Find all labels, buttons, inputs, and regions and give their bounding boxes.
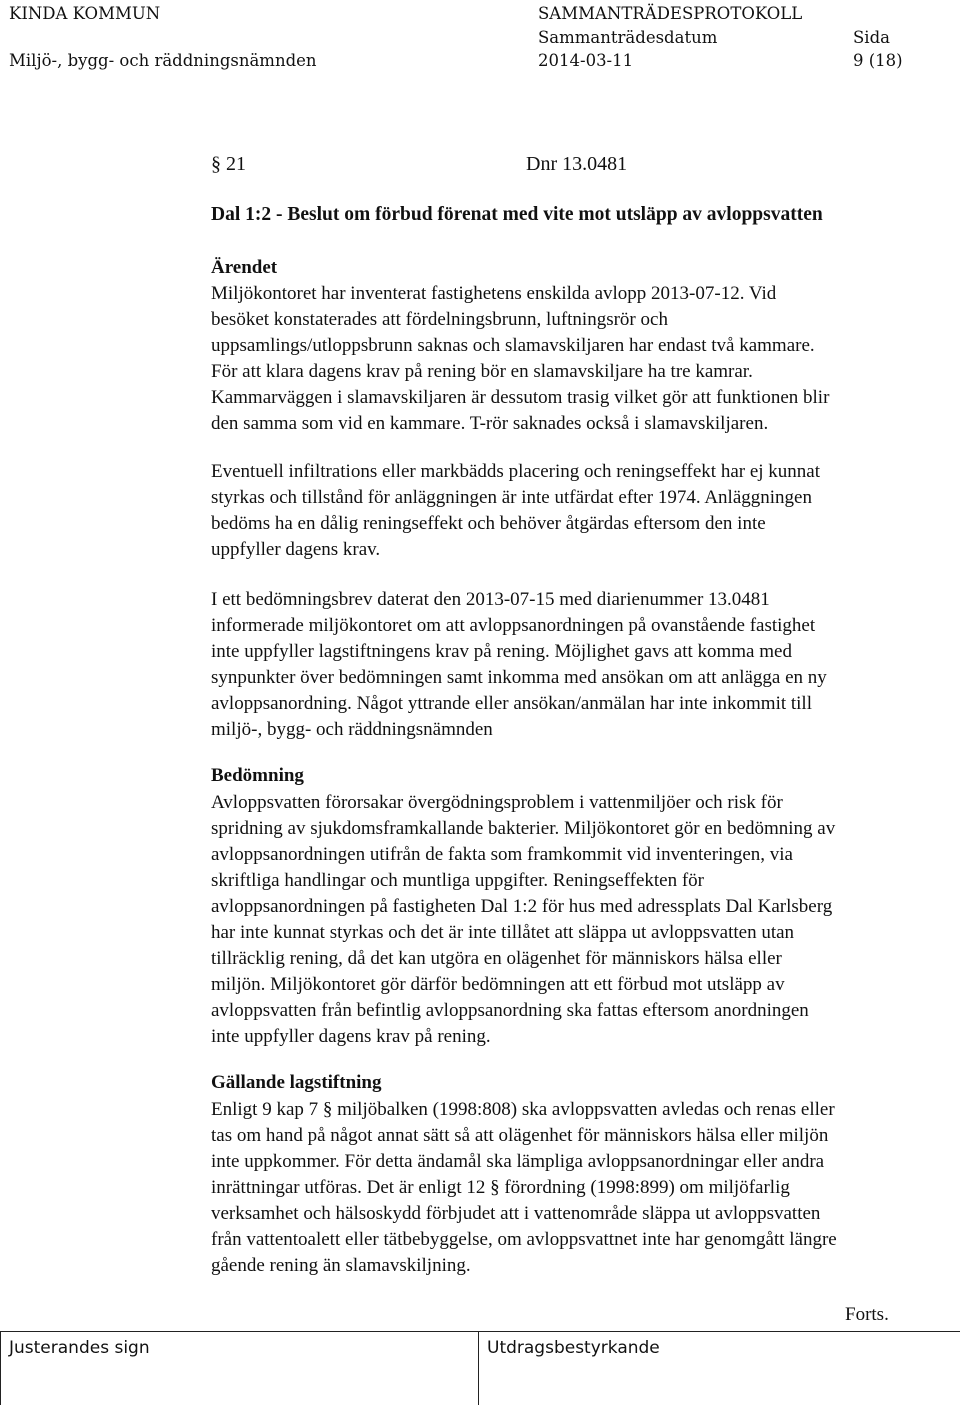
arendet-paragraph-3 xyxy=(211,587,951,743)
utdrag-cell xyxy=(478,1332,960,1405)
arendet-paragraph-2 xyxy=(211,459,951,563)
text-line: skriftliga handlingar och muntliga uppgifter. Reningseffekten för xyxy=(211,870,704,891)
text-line: synpunkter över bedömningen samt inkomma med ansökan om att anlägga en ny xyxy=(211,667,827,688)
text-line: miljö-, bygg- och räddningsnämnden xyxy=(211,719,493,740)
text-line: inte uppfyller lagstiftningens krav på rening. Möjlighet gavs att komma med xyxy=(211,641,792,662)
text-line: Kammarväggen i slamavskiljaren är dessutom trasig vilket gör att funktionen blir xyxy=(211,387,830,408)
section-heading-bedomning: Bedömning xyxy=(211,765,304,786)
text-line: uppsamlings/utloppsbrunn saknas och slamavskiljaren har endast två kammare. xyxy=(211,335,815,356)
doc-type: SAMMANTRÄDESPROTOKOLL xyxy=(538,4,803,23)
text-line: bedöms ha en dålig reningseffekt och behöver åtgärdas eftersom den inte xyxy=(211,513,766,534)
page-label: Sida xyxy=(853,28,890,47)
text-line: har inte kunnat styrkas och det är inte tillåtet att släppa ut avloppsvatten utan xyxy=(211,922,795,943)
page-number: 9 (18) xyxy=(853,51,903,70)
case-title: Dal 1:2 - Beslut om förbud förenat med vite mot utsläpp av avloppsvatten xyxy=(211,204,823,225)
text-line: verksamhet och hälsoskydd förbjudet att i vattenområde släppa ut avloppsvatten xyxy=(211,1203,821,1224)
text-line: avloppsanordning. Något yttrande eller ansökan/anmälan har inte inkommit till xyxy=(211,693,812,714)
text-line: gående rening än slamavskiljning. xyxy=(211,1255,471,1276)
text-line: styrkas och tillstånd för anläggningen är inte utfärdat efter 1974. Anläggningen xyxy=(211,487,812,508)
text-line: uppfyller dagens krav. xyxy=(211,539,381,560)
utdrag-label: Utdragsbestyrkande xyxy=(487,1338,660,1358)
text-line: tillräcklig rening, då det kan utgöra en olägenhet för människors hälsa eller xyxy=(211,948,782,969)
text-line: Eventuell infiltrations eller markbädds placering och reningseffekt har ej kunnat xyxy=(211,461,821,482)
dnr: Dnr 13.0481 xyxy=(526,153,628,175)
committee-name: Miljö-, bygg- och räddningsnämnden xyxy=(9,51,317,70)
text-line: Enligt 9 kap 7 § miljöbalken (1998:808) ska avloppsvatten avledas och renas eller xyxy=(211,1099,835,1120)
justerandes-label: Justerandes sign xyxy=(9,1338,150,1358)
text-line: den samma som vid en kammare. T-rör saknades också i slamavskiljaren. xyxy=(211,413,769,434)
text-line: besöket konstaterades att fördelningsbrunn, luftningsrör och xyxy=(211,309,668,330)
text-line: avloppsanordningen utifrån de fakta som framkommit vid inventeringen, via xyxy=(211,844,793,865)
text-line: Avloppsvatten förorsakar övergödningsproblem i vattenmiljöer och risk för xyxy=(211,792,783,813)
text-line: från vattentoalett eller tätbebyggelse, om avloppsvattnet inte har genomgått längre xyxy=(211,1229,837,1250)
text-line: inrättningar utföras. Det är enligt 12 § förordning (1998:899) om miljöfarlig xyxy=(211,1177,790,1198)
text-line: miljön. Miljökontoret gör därför bedömningen att ett förbud mot utsläpp av xyxy=(211,974,785,995)
arendet-paragraph-1 xyxy=(211,281,951,437)
text-line: Miljökontoret har inventerat fastighetens enskilda avlopp 2013-07-12. Vid xyxy=(211,283,777,304)
justerandes-cell xyxy=(0,1332,479,1405)
paragraph-number: § 21 xyxy=(211,153,246,175)
org-name: KINDA KOMMUN xyxy=(9,4,161,23)
text-line: inte uppkommer. För detta ändamål ska lämpliga avloppsanordningar eller andra xyxy=(211,1151,825,1172)
text-line: För att klara dagens krav på rening bör en slamavskiljare ha tre kamrar. xyxy=(211,361,753,382)
lagstiftning-paragraph xyxy=(211,1097,951,1279)
section-heading-arendet: Ärendet xyxy=(211,257,278,278)
bedomning-paragraph xyxy=(211,790,951,1050)
section-heading-lagstiftning: Gällande lagstiftning xyxy=(211,1072,382,1093)
text-line: avloppsvatten från befintlig avloppsanordning ska fattas eftersom anordningen xyxy=(211,1000,809,1021)
text-line: inte uppfyller dagens krav på rening. xyxy=(211,1026,491,1047)
text-line: informerade miljökontoret om att avloppsanordningen på ovanstående fastighet xyxy=(211,615,816,636)
date-label: Sammanträdesdatum xyxy=(538,28,718,47)
text-line: spridning av sjukdomsframkallande bakterier. Miljökontoret gör en bedömning av xyxy=(211,818,836,839)
text-line: I ett bedömningsbrev daterat den 2013-07-15 med diarienummer 13.0481 xyxy=(211,589,770,610)
continued-label: Forts. xyxy=(845,1304,889,1325)
meeting-date: 2014-03-11 xyxy=(538,51,634,70)
signature-footer xyxy=(0,1331,960,1405)
text-line: tas om hand på något annat sätt så att olägenhet för människors hälsa eller miljön xyxy=(211,1125,829,1146)
text-line: avloppsanordningen på fastigheten Dal 1:2 för hus med adressplats Dal Karlsberg xyxy=(211,896,833,917)
